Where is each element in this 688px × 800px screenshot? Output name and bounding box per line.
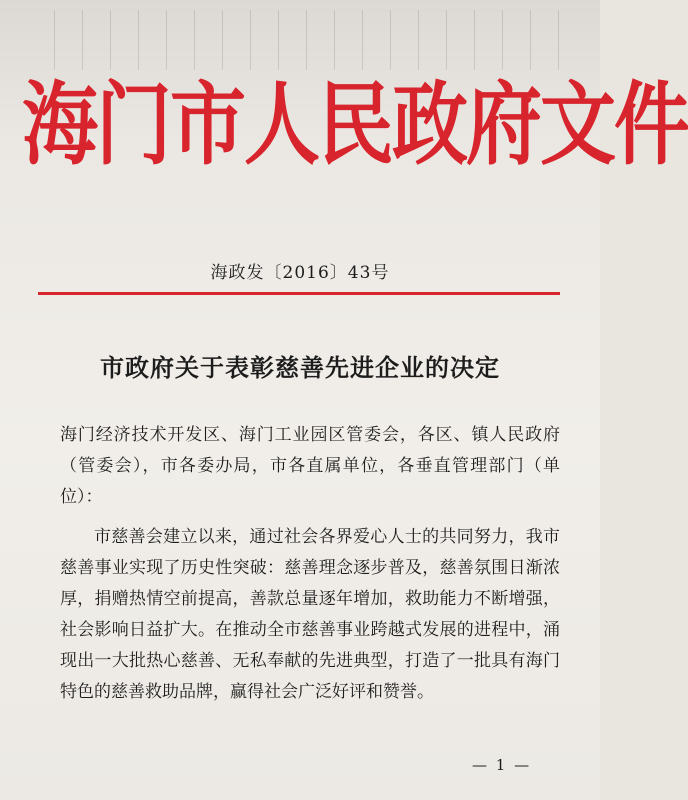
red-separator-line xyxy=(38,292,560,295)
body-paragraph: 市慈善会建立以来，通过社会各界爱心人士的共同努力，我市慈善事业实现了历史性突破：慈善理念逐步普及，慈善氛围日渐浓厚，捐赠热情空前提高，善款总量逐年增加，救助能力不断增强，社会影响日益扩大。在推动全市慈善事业跨越式发展的进程中，涌现出一大批热心慈善、无私奉献的先进典型，打造了一批具有海门特色的慈善救助品牌，赢得社会广泛好评和赞誉。 xyxy=(60,527,560,702)
document-number: 海政发〔2016〕43号 xyxy=(210,263,390,283)
recipients-paragraph: 海门经济技术开发区、海门工业园区管委会，各区、镇人民政府（管委会），市各委办局，市各直属单位，各垂直管理部门（单位）： xyxy=(60,425,560,507)
decision-title: 市政府关于表彰慈善先进企业的决定 xyxy=(100,353,500,382)
page-number: — 1 — xyxy=(472,756,532,774)
red-header-title: 海门市人民政府文件 xyxy=(22,71,688,177)
